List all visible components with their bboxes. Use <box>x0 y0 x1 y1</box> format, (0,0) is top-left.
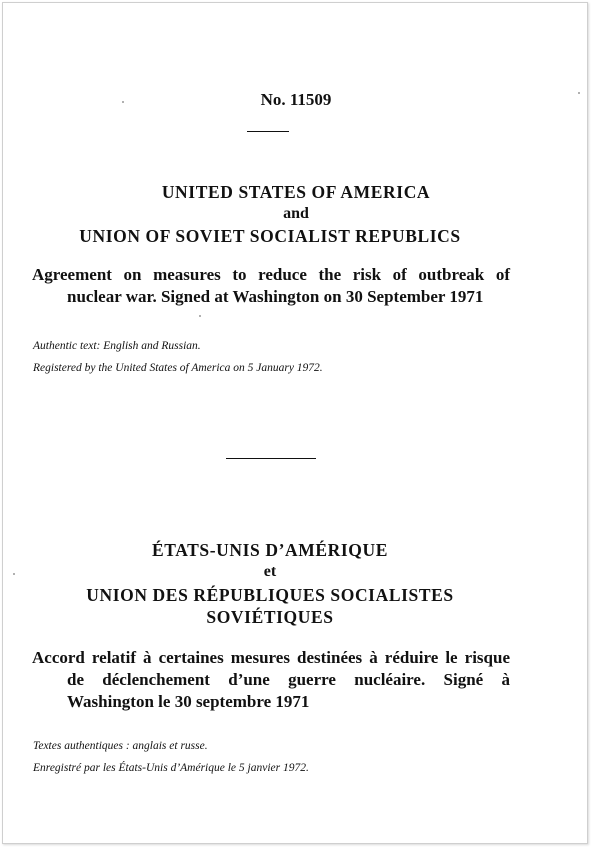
party-ussr-fr-line-1: UNION DES RÉPUBLIQUES SOCIALISTES <box>86 585 454 605</box>
scan-speck <box>199 315 201 317</box>
party-usa: UNITED STATES OF AMERICA <box>161 182 431 202</box>
party-ussr-fr-line-2: SOVIÉTIQUES <box>206 607 334 627</box>
conjunction-and: and <box>283 205 309 222</box>
registration-note: Registered by the United States of America on 5 January 1972. <box>33 362 323 374</box>
party-ussr: UNION OF SOVIET SOCIALIST REPUBLICS <box>79 226 461 246</box>
authentic-text-note: Authentic text: English and Russian. <box>33 340 201 352</box>
separator-rule <box>247 131 289 132</box>
conjunction-et: et <box>263 563 277 580</box>
accord-title-line-2: de déclenchement d’une guerre nucléaire. Signé à <box>67 670 510 689</box>
agreement-title <box>32 264 510 308</box>
registration-number: No. 11509 <box>260 90 332 109</box>
party-usa-fr: ÉTATS-UNIS D’AMÉRIQUE <box>151 540 389 560</box>
section-separator <box>226 458 316 459</box>
authentic-text-note-fr: Textes authentiques : anglais et russe. <box>33 740 208 752</box>
accord-title-line-1: Accord relatif à certaines mesures destinées à réduire le risque <box>32 648 510 667</box>
registration-note-fr: Enregistré par les États-Unis d’Amérique le 5 janvier 1972. <box>33 762 309 774</box>
agreement-title-line-2: nuclear war. Signed at Washington on 30 September 1971 <box>67 287 484 306</box>
page-frame <box>2 2 588 844</box>
accord-title <box>32 647 510 713</box>
accord-title-line-3: Washington le 30 septembre 1971 <box>67 692 310 711</box>
agreement-title-line-1: Agreement on measures to reduce the risk of outbreak of <box>32 265 510 284</box>
